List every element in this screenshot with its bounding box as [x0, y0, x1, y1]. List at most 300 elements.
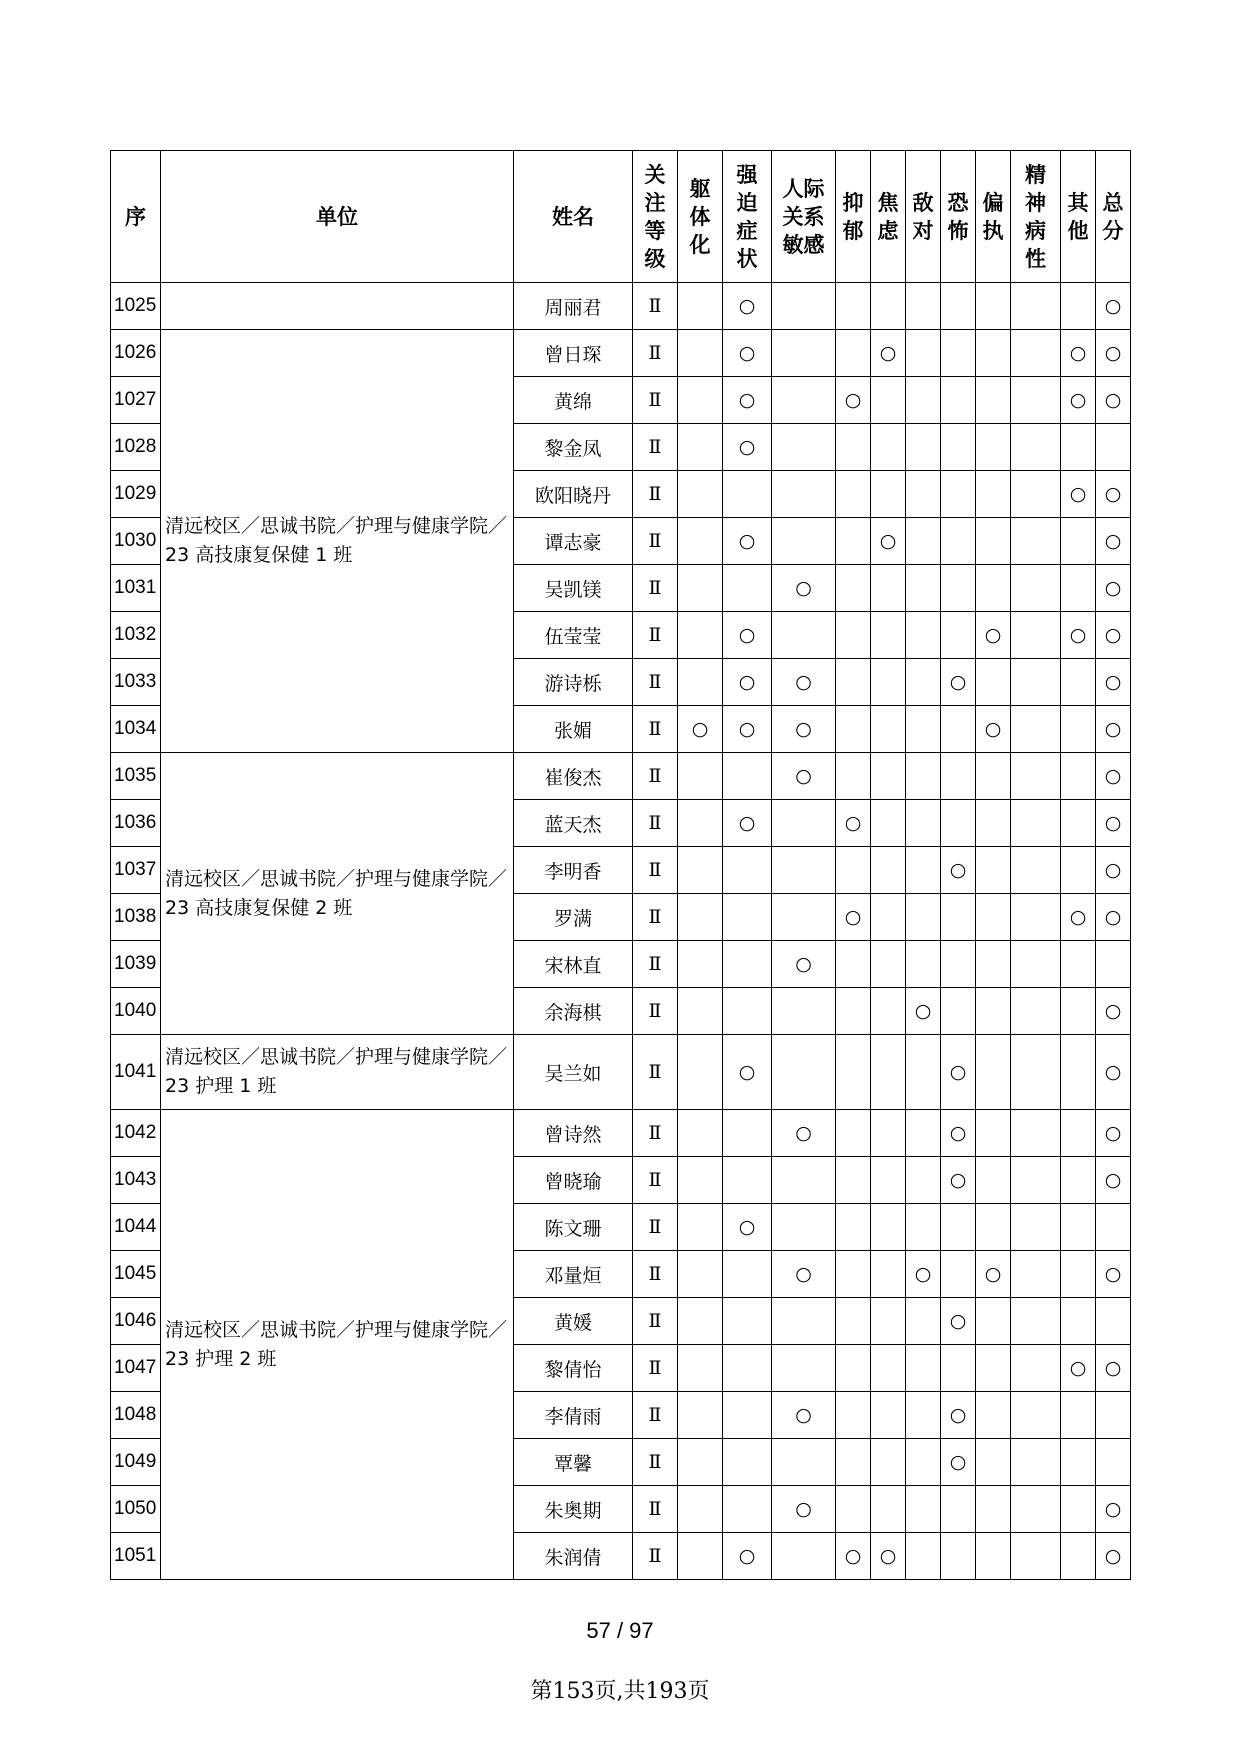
empty-cell [678, 1345, 723, 1392]
empty-cell [871, 1157, 906, 1204]
empty-cell [723, 988, 772, 1035]
attention-level-cell: Ⅱ [633, 706, 678, 753]
empty-cell [678, 1298, 723, 1345]
marked-circle-cell: ○ [723, 424, 772, 471]
empty-cell [836, 1439, 871, 1486]
empty-cell [941, 753, 976, 800]
empty-cell [976, 800, 1011, 847]
empty-cell [678, 1486, 723, 1533]
empty-cell [678, 1204, 723, 1251]
seq-cell: 1030 [111, 518, 161, 565]
marked-circle-cell: ○ [871, 330, 906, 377]
empty-cell [976, 565, 1011, 612]
empty-cell [941, 800, 976, 847]
empty-cell [871, 941, 906, 988]
marked-circle-cell: ○ [1096, 1345, 1131, 1392]
empty-cell [1061, 988, 1096, 1035]
empty-cell [976, 1204, 1011, 1251]
empty-cell [723, 753, 772, 800]
empty-cell [976, 1533, 1011, 1580]
empty-cell [906, 377, 941, 424]
empty-cell [906, 1298, 941, 1345]
marked-circle-cell: ○ [1096, 330, 1131, 377]
empty-cell [723, 471, 772, 518]
empty-cell [906, 1204, 941, 1251]
empty-cell [1011, 330, 1061, 377]
marked-circle-cell: ○ [723, 330, 772, 377]
empty-cell [976, 1298, 1011, 1345]
empty-cell [941, 1251, 976, 1298]
marked-circle-cell: ○ [723, 800, 772, 847]
marked-circle-cell: ○ [941, 1157, 976, 1204]
attention-level-cell: Ⅱ [633, 1035, 678, 1110]
attention-level-cell: Ⅱ [633, 1533, 678, 1580]
marked-circle-cell: ○ [723, 1533, 772, 1580]
empty-cell [941, 424, 976, 471]
marked-circle-cell: ○ [1061, 612, 1096, 659]
marked-circle-cell: ○ [871, 518, 906, 565]
empty-cell [678, 471, 723, 518]
empty-cell [906, 283, 941, 330]
empty-cell [941, 283, 976, 330]
empty-cell [723, 847, 772, 894]
empty-cell [871, 612, 906, 659]
empty-cell [1061, 1110, 1096, 1157]
unit-cell: 清远校区／思诚书院／护理与健康学院／23 护理 1 班 [161, 1035, 514, 1110]
seq-cell: 1050 [111, 1486, 161, 1533]
student-name-cell: 黄媛 [514, 1298, 633, 1345]
empty-cell [1011, 753, 1061, 800]
empty-cell [1096, 941, 1131, 988]
empty-cell [976, 988, 1011, 1035]
attention-level-cell: Ⅱ [633, 659, 678, 706]
header-psychoticism: 精神病性 [1011, 151, 1061, 283]
empty-cell [871, 847, 906, 894]
empty-cell [1011, 471, 1061, 518]
empty-cell [1011, 1533, 1061, 1580]
student-name-cell: 吴凯镁 [514, 565, 633, 612]
header-seq: 序 [111, 151, 161, 283]
empty-cell [1061, 1533, 1096, 1580]
marked-circle-cell: ○ [772, 1251, 836, 1298]
empty-cell [976, 941, 1011, 988]
empty-cell [772, 1298, 836, 1345]
marked-circle-cell: ○ [836, 377, 871, 424]
marked-circle-cell: ○ [1061, 377, 1096, 424]
empty-cell [836, 1204, 871, 1251]
marked-circle-cell: ○ [1096, 894, 1131, 941]
empty-cell [1096, 1298, 1131, 1345]
empty-cell [1061, 706, 1096, 753]
marked-circle-cell: ○ [1061, 471, 1096, 518]
empty-cell [1011, 1345, 1061, 1392]
empty-cell [976, 518, 1011, 565]
attention-level-cell: Ⅱ [633, 612, 678, 659]
attention-level-cell: Ⅱ [633, 1439, 678, 1486]
empty-cell [772, 1204, 836, 1251]
attention-level-cell: Ⅱ [633, 471, 678, 518]
empty-cell [906, 1157, 941, 1204]
marked-circle-cell: ○ [723, 612, 772, 659]
empty-cell [836, 659, 871, 706]
empty-cell [772, 377, 836, 424]
empty-cell [836, 283, 871, 330]
marked-circle-cell: ○ [723, 1035, 772, 1110]
seq-cell: 1040 [111, 988, 161, 1035]
empty-cell [941, 894, 976, 941]
empty-cell [678, 612, 723, 659]
empty-cell [1061, 1486, 1096, 1533]
empty-cell [1011, 894, 1061, 941]
empty-cell [976, 847, 1011, 894]
marked-circle-cell: ○ [1061, 330, 1096, 377]
empty-cell [906, 330, 941, 377]
empty-cell [836, 847, 871, 894]
empty-cell [678, 330, 723, 377]
student-name-cell: 谭志豪 [514, 518, 633, 565]
empty-cell [836, 1486, 871, 1533]
student-name-cell: 罗满 [514, 894, 633, 941]
marked-circle-cell: ○ [836, 894, 871, 941]
empty-cell [906, 1035, 941, 1110]
header-level: 关注等级 [633, 151, 678, 283]
student-name-cell: 朱奥期 [514, 1486, 633, 1533]
marked-circle-cell: ○ [772, 706, 836, 753]
marked-circle-cell: ○ [976, 1251, 1011, 1298]
seq-cell: 1042 [111, 1110, 161, 1157]
seq-cell: 1047 [111, 1345, 161, 1392]
header-name: 姓名 [514, 151, 633, 283]
empty-cell [941, 377, 976, 424]
marked-circle-cell: ○ [1096, 847, 1131, 894]
empty-cell [906, 1392, 941, 1439]
empty-cell [723, 1251, 772, 1298]
empty-cell [1096, 1392, 1131, 1439]
marked-circle-cell: ○ [1096, 988, 1131, 1035]
student-name-cell: 黎倩怡 [514, 1345, 633, 1392]
seq-cell: 1036 [111, 800, 161, 847]
seq-cell: 1028 [111, 424, 161, 471]
empty-cell [1061, 800, 1096, 847]
empty-cell [723, 565, 772, 612]
header-obsessive: 强迫症状 [723, 151, 772, 283]
empty-cell [906, 847, 941, 894]
student-name-cell: 李倩雨 [514, 1392, 633, 1439]
marked-circle-cell: ○ [906, 1251, 941, 1298]
empty-cell [941, 941, 976, 988]
empty-cell [678, 283, 723, 330]
empty-cell [941, 1345, 976, 1392]
empty-cell [772, 1345, 836, 1392]
marked-circle-cell: ○ [1096, 471, 1131, 518]
table-header-row [111, 151, 1131, 283]
seq-cell: 1044 [111, 1204, 161, 1251]
empty-cell [1061, 518, 1096, 565]
marked-circle-cell: ○ [941, 1110, 976, 1157]
header-depression: 抑郁 [836, 151, 871, 283]
empty-cell [906, 1486, 941, 1533]
marked-circle-cell: ○ [1096, 1157, 1131, 1204]
marked-circle-cell: ○ [941, 1439, 976, 1486]
empty-cell [836, 330, 871, 377]
empty-cell [836, 1251, 871, 1298]
header-unit: 单位 [161, 151, 514, 283]
empty-cell [678, 1439, 723, 1486]
empty-cell [836, 988, 871, 1035]
empty-cell [941, 1486, 976, 1533]
table-body [111, 283, 1131, 1580]
empty-cell [836, 753, 871, 800]
empty-cell [723, 1110, 772, 1157]
empty-cell [976, 659, 1011, 706]
empty-cell [941, 565, 976, 612]
empty-cell [772, 847, 836, 894]
seq-cell: 1046 [111, 1298, 161, 1345]
empty-cell [976, 753, 1011, 800]
marked-circle-cell: ○ [723, 706, 772, 753]
empty-cell [906, 941, 941, 988]
empty-cell [976, 1439, 1011, 1486]
empty-cell [906, 1533, 941, 1580]
header-phobia: 恐怖 [941, 151, 976, 283]
attention-level-cell: Ⅱ [633, 1157, 678, 1204]
attention-level-cell: Ⅱ [633, 283, 678, 330]
marked-circle-cell: ○ [723, 518, 772, 565]
empty-cell [941, 988, 976, 1035]
empty-cell [906, 424, 941, 471]
header-somatization: 躯体化 [678, 151, 723, 283]
marked-circle-cell: ○ [1061, 894, 1096, 941]
seq-cell: 1043 [111, 1157, 161, 1204]
empty-cell [976, 1035, 1011, 1110]
student-name-cell: 吴兰如 [514, 1035, 633, 1110]
empty-cell [976, 894, 1011, 941]
marked-circle-cell: ○ [941, 1392, 976, 1439]
attention-level-cell: Ⅱ [633, 1486, 678, 1533]
empty-cell [1061, 941, 1096, 988]
empty-cell [1061, 283, 1096, 330]
seq-cell: 1034 [111, 706, 161, 753]
empty-cell [678, 753, 723, 800]
student-name-cell: 崔俊杰 [514, 753, 633, 800]
attention-level-cell: Ⅱ [633, 565, 678, 612]
marked-circle-cell: ○ [836, 1533, 871, 1580]
empty-cell [1011, 377, 1061, 424]
empty-cell [772, 800, 836, 847]
marked-circle-cell: ○ [723, 283, 772, 330]
unit-cell: 清远校区／思诚书院／护理与健康学院／23 高技康复保健 1 班 [161, 330, 514, 753]
empty-cell [1011, 283, 1061, 330]
empty-cell [772, 1533, 836, 1580]
empty-cell [836, 1298, 871, 1345]
empty-cell [1011, 612, 1061, 659]
seq-cell: 1032 [111, 612, 161, 659]
empty-cell [1061, 659, 1096, 706]
empty-cell [906, 894, 941, 941]
empty-cell [772, 894, 836, 941]
marked-circle-cell: ○ [772, 1110, 836, 1157]
marked-circle-cell: ○ [1096, 1035, 1131, 1110]
empty-cell [906, 1345, 941, 1392]
attention-level-cell: Ⅱ [633, 424, 678, 471]
marked-circle-cell: ○ [1096, 565, 1131, 612]
attention-level-cell: Ⅱ [633, 988, 678, 1035]
marked-circle-cell: ○ [871, 1533, 906, 1580]
empty-cell [836, 612, 871, 659]
empty-cell [723, 1392, 772, 1439]
seq-cell: 1038 [111, 894, 161, 941]
empty-cell [678, 941, 723, 988]
attention-level-cell: Ⅱ [633, 1345, 678, 1392]
student-attention-table [110, 150, 1131, 1580]
empty-cell [906, 1110, 941, 1157]
empty-cell [1011, 1204, 1061, 1251]
empty-cell [1011, 800, 1061, 847]
empty-cell [678, 988, 723, 1035]
empty-cell [678, 659, 723, 706]
empty-cell [906, 471, 941, 518]
empty-cell [836, 1392, 871, 1439]
seq-cell: 1029 [111, 471, 161, 518]
empty-cell [772, 424, 836, 471]
empty-cell [976, 424, 1011, 471]
empty-cell [1061, 424, 1096, 471]
empty-cell [1061, 1035, 1096, 1110]
empty-cell [1011, 1110, 1061, 1157]
student-name-cell: 宋林直 [514, 941, 633, 988]
attention-level-cell: Ⅱ [633, 800, 678, 847]
student-name-cell: 李明香 [514, 847, 633, 894]
empty-cell [1061, 753, 1096, 800]
unit-cell: 清远校区／思诚书院／护理与健康学院／23 护理 2 班 [161, 1110, 514, 1580]
student-name-cell: 黎金凤 [514, 424, 633, 471]
empty-cell [678, 800, 723, 847]
empty-cell [976, 283, 1011, 330]
marked-circle-cell: ○ [1061, 1345, 1096, 1392]
empty-cell [1061, 565, 1096, 612]
empty-cell [871, 424, 906, 471]
page-total: 第153页,共193页 [530, 1679, 710, 1704]
empty-cell [723, 1157, 772, 1204]
marked-circle-cell: ○ [772, 941, 836, 988]
empty-cell [941, 471, 976, 518]
student-name-cell: 蓝天杰 [514, 800, 633, 847]
empty-cell [772, 518, 836, 565]
attention-level-cell: Ⅱ [633, 941, 678, 988]
unit-cell [161, 283, 514, 330]
empty-cell [1011, 1251, 1061, 1298]
marked-circle-cell: ○ [772, 565, 836, 612]
empty-cell [1096, 1204, 1131, 1251]
empty-cell [723, 1345, 772, 1392]
student-name-cell: 周丽君 [514, 283, 633, 330]
header-interpersonal: 人际关系敏感 [772, 151, 836, 283]
attention-level-cell: Ⅱ [633, 894, 678, 941]
table-row [111, 330, 1131, 377]
empty-cell [1061, 1392, 1096, 1439]
student-name-cell: 余海棋 [514, 988, 633, 1035]
empty-cell [871, 1110, 906, 1157]
empty-cell [976, 1392, 1011, 1439]
empty-cell [976, 1157, 1011, 1204]
empty-cell [1061, 847, 1096, 894]
table-row [111, 283, 1131, 330]
empty-cell [678, 518, 723, 565]
empty-cell [1011, 988, 1061, 1035]
seq-cell: 1031 [111, 565, 161, 612]
seq-cell: 1048 [111, 1392, 161, 1439]
empty-cell [836, 565, 871, 612]
seq-cell: 1033 [111, 659, 161, 706]
table-row [111, 1035, 1131, 1110]
unit-cell: 清远校区／思诚书院／护理与健康学院／23 高技康复保健 2 班 [161, 753, 514, 1035]
empty-cell [871, 471, 906, 518]
empty-cell [723, 941, 772, 988]
empty-cell [976, 471, 1011, 518]
empty-cell [772, 1035, 836, 1110]
empty-cell [772, 1439, 836, 1486]
attention-level-cell: Ⅱ [633, 1392, 678, 1439]
empty-cell [871, 283, 906, 330]
empty-cell [836, 1035, 871, 1110]
empty-cell [772, 471, 836, 518]
seq-cell: 1049 [111, 1439, 161, 1486]
empty-cell [836, 1110, 871, 1157]
empty-cell [678, 847, 723, 894]
empty-cell [723, 894, 772, 941]
empty-cell [941, 1533, 976, 1580]
empty-cell [941, 1204, 976, 1251]
empty-cell [678, 377, 723, 424]
empty-cell [906, 659, 941, 706]
marked-circle-cell: ○ [723, 377, 772, 424]
attention-level-cell: Ⅱ [633, 753, 678, 800]
empty-cell [941, 612, 976, 659]
empty-cell [871, 1204, 906, 1251]
header-hostility: 敌对 [906, 151, 941, 283]
seq-cell: 1025 [111, 283, 161, 330]
table-row [111, 753, 1131, 800]
empty-cell [836, 706, 871, 753]
empty-cell [976, 1486, 1011, 1533]
empty-cell [678, 565, 723, 612]
empty-cell [871, 894, 906, 941]
student-name-cell: 曾日琛 [514, 330, 633, 377]
empty-cell [871, 1035, 906, 1110]
empty-cell [906, 1439, 941, 1486]
empty-cell [1011, 565, 1061, 612]
marked-circle-cell: ○ [772, 659, 836, 706]
header-anxiety: 焦虑 [871, 151, 906, 283]
empty-cell [871, 377, 906, 424]
attention-level-cell: Ⅱ [633, 330, 678, 377]
attention-level-cell: Ⅱ [633, 1204, 678, 1251]
empty-cell [941, 706, 976, 753]
marked-circle-cell: ○ [772, 1392, 836, 1439]
student-name-cell: 张媚 [514, 706, 633, 753]
attention-level-cell: Ⅱ [633, 847, 678, 894]
marked-circle-cell: ○ [941, 659, 976, 706]
marked-circle-cell: ○ [941, 1298, 976, 1345]
student-name-cell: 黄绵 [514, 377, 633, 424]
marked-circle-cell: ○ [1096, 800, 1131, 847]
empty-cell [678, 1533, 723, 1580]
marked-circle-cell: ○ [1096, 659, 1131, 706]
empty-cell [772, 612, 836, 659]
marked-circle-cell: ○ [941, 847, 976, 894]
seq-cell: 1041 [111, 1035, 161, 1110]
header-paranoia: 偏执 [976, 151, 1011, 283]
